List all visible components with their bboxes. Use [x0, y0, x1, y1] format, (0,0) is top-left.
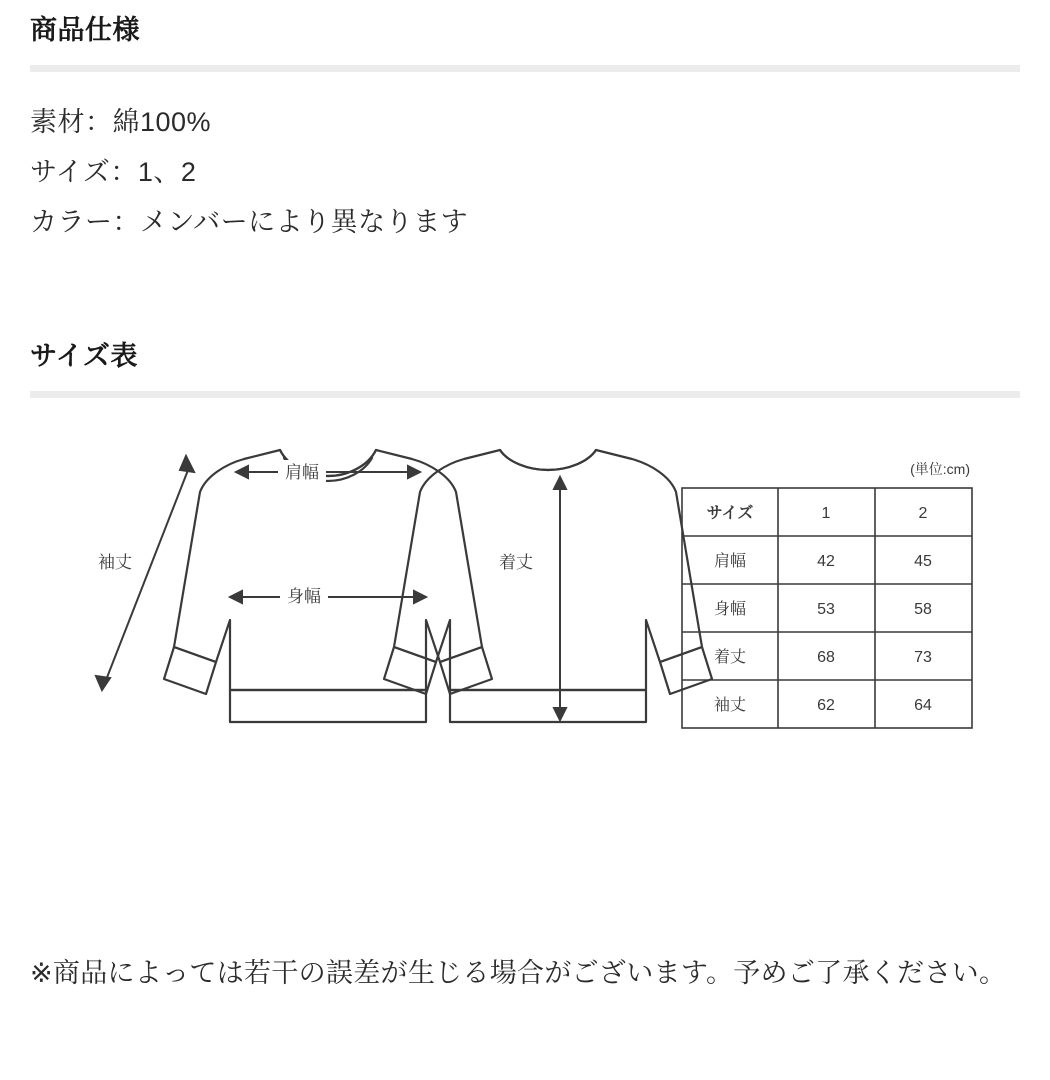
- size-diagram: [30, 432, 1020, 762]
- label-body-length: 着丈: [499, 552, 533, 572]
- table-cell-length-1: 68: [817, 648, 835, 666]
- table-cell-shoulder-2: 45: [914, 552, 932, 570]
- table-cell-shoulder-1: 42: [817, 552, 835, 570]
- table-cell-chest-1: 53: [817, 600, 835, 618]
- label-sleeve-length: 袖丈: [98, 552, 132, 572]
- label-chest-width: 身幅: [287, 586, 321, 606]
- page-title-size-table: サイズ表: [30, 340, 138, 371]
- spec-line-size: サイズ：1、2: [30, 156, 197, 187]
- spec-line-color: カラー：メンバーにより異なります: [30, 206, 469, 237]
- divider-spec: [30, 65, 1020, 72]
- table-cell-chest-2: 58: [914, 600, 932, 618]
- label-shoulder-width: 肩幅: [285, 462, 319, 482]
- table-cell-sleeve-2: 64: [914, 696, 932, 714]
- disclaimer-note: ※商品によっては若干の誤差が生じる場合がございます。予めご了承ください。: [30, 958, 1007, 988]
- table-row-label-length: 着丈: [713, 648, 747, 666]
- table-header-size: サイズ: [706, 504, 754, 522]
- page-title-spec: 商品仕様: [30, 15, 140, 45]
- spec-line-material: 素材：綿100%: [30, 107, 212, 137]
- table-header-2: 2: [918, 504, 928, 522]
- table-cell-sleeve-1: 62: [817, 696, 835, 714]
- table-unit-note: (単位:cm): [910, 460, 970, 477]
- table-row-label-shoulder: 肩幅: [713, 552, 747, 570]
- table-row-label-chest: 身幅: [713, 600, 747, 618]
- divider-size-table: [30, 391, 1020, 398]
- table-cell-length-2: 73: [914, 648, 932, 666]
- table-row-label-sleeve: 袖丈: [713, 696, 747, 714]
- spec-list: [30, 98, 1020, 248]
- table-header-1: 1: [821, 504, 831, 522]
